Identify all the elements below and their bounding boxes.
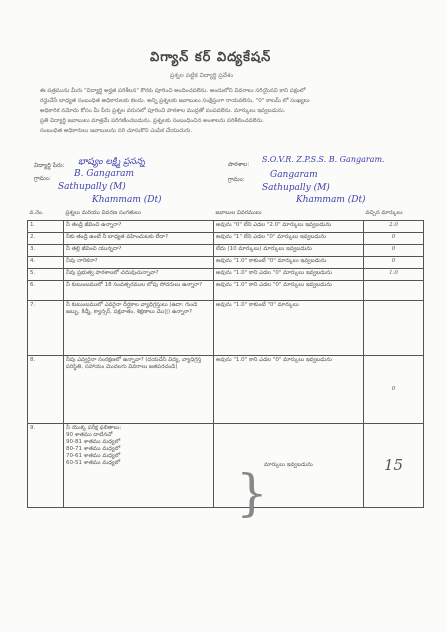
table-row xyxy=(28,245,424,257)
table-row xyxy=(28,356,424,424)
row-details: అవును "1.0" కాకుంటే "0" మార్కులు ఇవ్వబడును xyxy=(214,257,364,269)
table-row xyxy=(28,233,424,245)
row-details: అవును "1.0" కాని ఎడల "0" మార్కులు ఇవ్వబడును xyxy=(214,281,364,301)
table-row xyxy=(28,281,424,301)
table-row xyxy=(28,221,424,233)
row-score: 0 xyxy=(364,233,424,245)
row-score: 0 xyxy=(364,245,424,257)
row-sno: 7. xyxy=(28,301,64,356)
table-row xyxy=(28,257,424,269)
brace-mark: } xyxy=(236,464,268,522)
r-village-value: Gangaram xyxy=(270,170,318,180)
row-details: లేదు (10 మార్కులు) మార్కులు ఇవ్వబడును xyxy=(214,245,364,257)
row-details: అవును "1.0" కాకుంటే "0" మార్కులు xyxy=(214,301,364,356)
intro-line-3: అధికారిక నమోదు కోసం మీ పేరు ప్రశ్నల వరుసలో పూరించి పాఠశాల ముద్రతో పంపవలెను. మార్కులు ఇవ్వబడును. xyxy=(40,108,286,114)
intro-line-1: ఈ పత్రమును మీరు "విద్యార్థి అర్హత పరిశీలన" కొరకు పూరించి అందించవలెను. అందులోని వివరాలు సరియైనవి కాని పక్షంలో xyxy=(40,88,306,94)
row-score: 0 xyxy=(364,257,424,269)
school-value: S.O.V.R. Z.P.S.S. B. Gangaram. xyxy=(262,155,385,164)
table-header xyxy=(28,209,424,221)
row-sno: 8. xyxy=(28,356,64,424)
school-label: పాఠశాల: xyxy=(228,161,250,168)
col-score: వచ్చిన మార్కులు xyxy=(364,209,424,221)
row-sno: 9. xyxy=(28,424,64,508)
row-question: నీ తల్లి జీవించి యున్నదా? xyxy=(64,245,214,257)
student-name-label: విద్యార్థి పేరు: xyxy=(34,162,65,169)
mandal-value: Sathupally (M) xyxy=(58,182,126,192)
r-mandal-value: Sathupally (M) xyxy=(262,183,330,193)
table-row xyxy=(28,269,424,281)
row-sno: 2. xyxy=(28,233,64,245)
row-question: నీవు ఎవ్వరైనా సంరక్షణలో ఉన్నావా? (దయచేసి విద్య, వ్యాధిగ్రస్త పరిస్థితి, సహాయం మొదలగు వివరాలు జతపరచండి) xyxy=(64,356,214,424)
row-details: అవును "1.0" కాని ఎడల "0" మార్కులు ఇవ్వబడును xyxy=(214,269,364,281)
row-details: అవును "0" లేని ఎడల "2.0" మార్కులు ఇవ్వబడును xyxy=(214,221,364,233)
intro-line-4: ప్రతి విద్యార్థి జవాబులు మాత్రమే పరిగణించబడును, ప్రశ్నలకు సంబంధించిన అంశాలను పరిశీలించవలెను. xyxy=(40,118,265,124)
form-subtitle: ప్రశ్నల పట్టిక విద్యార్థి ప్రవేశం xyxy=(170,72,234,79)
table-row xyxy=(28,424,424,508)
table-row xyxy=(28,301,424,356)
row-details: అవును "1" లేని ఎడల "0" మార్కులు ఇవ్వబడును xyxy=(214,233,364,245)
r-village-label: గ్రామం: xyxy=(228,176,245,183)
col-details: జవాబుల వివరములు xyxy=(214,209,364,221)
row-sno: 3. xyxy=(28,245,64,257)
questions-table xyxy=(27,209,424,508)
row-question: నీవు నారికనా? xyxy=(64,257,214,269)
col-sno: వ.నెం. xyxy=(28,209,64,221)
intro-line-5: సంబంధిత అధికారులు జవాబులను సరి చూసుకొని ఎంపిక చేయుదురు. xyxy=(40,128,193,134)
row-score: 15 xyxy=(364,424,424,508)
row-sno: 4. xyxy=(28,257,64,269)
intro-line-2: రద్దుచేసే బాధ్యత సంబంధిత అధికారులకు కలదు. అన్ని ప్రశ్నలకు జవాబులు సంక్షిప్తంగా రాయవలెను, "0" కాలమ్ లో సంఖ్యలు xyxy=(40,98,310,104)
village-label: గ్రామం: xyxy=(34,175,51,182)
row-question: నీకు తండ్రి ఉంటే నీ బాధ్యత వహించుటకు లేదా? xyxy=(64,233,214,245)
row-score xyxy=(364,281,424,301)
row-sno: 1. xyxy=(28,221,64,233)
row-question: నీ యొక్క పరీక్ష ఫలితాలు: 90 శాతము దాటినచో 90-81 శాతము మధ్యలో 80-71 శాతము మధ్యలో 70-61 శాతము మధ్యలో 60-51 శాతము మధ్యలో xyxy=(64,424,214,508)
row-details: అవును "1.0" కాని ఎడల "0" మార్కులు ఇవ్వబడును xyxy=(214,356,364,424)
student-name-value: భాష్యం లక్ష్మి ప్రసన్న xyxy=(78,157,145,167)
col-question: ప్రశ్నలు మరియు వివరణ సంగతులు xyxy=(64,209,214,221)
row-score: 1.0 xyxy=(364,269,424,281)
row-sno: 6. xyxy=(28,281,64,301)
district-value: Khammam (Dt) xyxy=(92,195,162,205)
row-score xyxy=(364,301,424,356)
row-sno: 5. xyxy=(28,269,64,281)
row-score: 2.0 xyxy=(364,221,424,233)
row-question: నీ తండ్రి జీవించి ఉన్నారా? xyxy=(64,221,214,233)
row-details: మార్కులు ఇవ్వబడును xyxy=(214,424,364,508)
form-title: విగ్యాన్ కర్ విద్యకేషన్ xyxy=(150,50,272,65)
village-value: B. Gangaram xyxy=(74,169,135,179)
row-score: 0 xyxy=(364,356,424,424)
row-question: నీవు ప్రభుత్వ పాఠశాలలో చదువుచున్నావా? xyxy=(64,269,214,281)
row-question: నీ కుటుంబములో ఎవరైనా దీర్ఘకాల వ్యాధిగ్రస్తులు (ఉదా: గుండె జబ్బు, కిడ్నీ, క్యాన్సర్, పక్షవాతం, శిక్షణాలు మొ||) ఉన్నారా? xyxy=(64,301,214,356)
row-question: నీ కుటుంబములో 18 సంవత్సరముల లోపు సోదరులు ఉన్నారా? xyxy=(64,281,214,301)
r-district-value: Khammam (Dt) xyxy=(296,195,366,205)
